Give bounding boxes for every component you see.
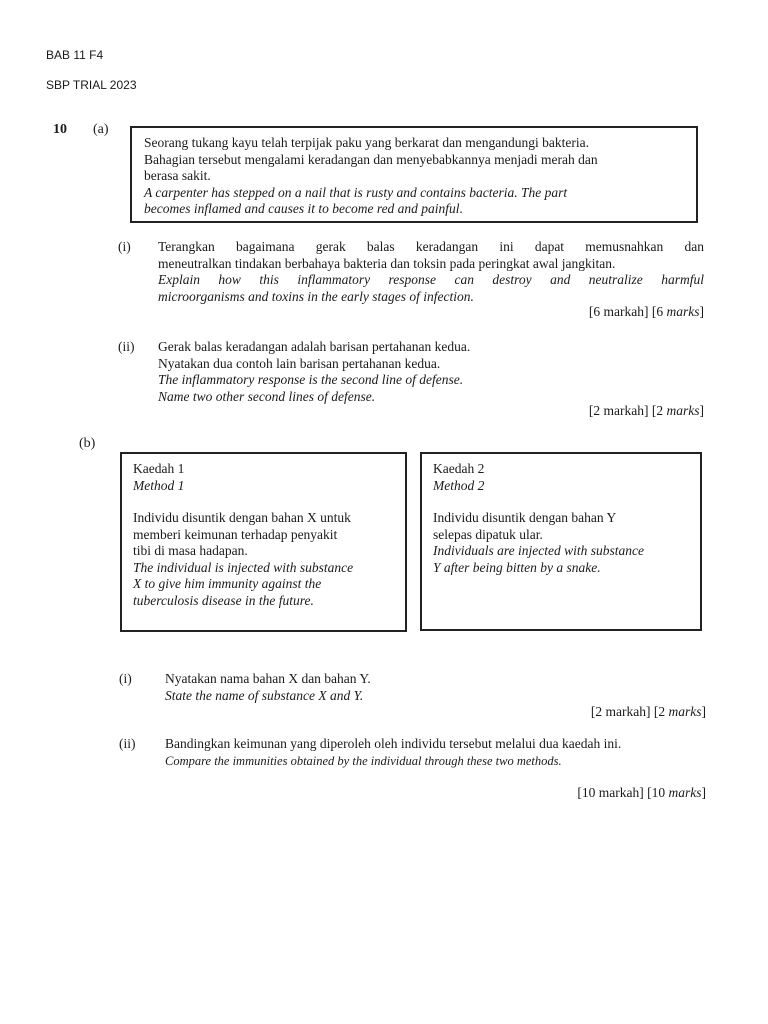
method-1-title: Kaedah 1 bbox=[133, 461, 185, 476]
method-ms-line: tibi di masa hadapan. bbox=[133, 543, 248, 558]
part-b-i-text bbox=[165, 671, 705, 704]
marks-en-word: marks bbox=[666, 304, 700, 319]
exam-label: SBP TRIAL 2023 bbox=[46, 78, 137, 92]
scenario-box bbox=[130, 126, 698, 223]
marks-ms: [10 markah] bbox=[577, 785, 644, 800]
question-ms-line: meneutralkan tindakan berbahaya bakteria dan toksin pada peringkat awal jangkitan. bbox=[158, 255, 616, 271]
marks-a-i bbox=[589, 304, 704, 321]
marks-en-word: marks bbox=[668, 704, 702, 719]
method-en-line: X to give him immunity against the bbox=[133, 576, 322, 591]
method-ms-line: Individu disuntik dengan bahan X untuk bbox=[133, 510, 351, 525]
scenario-ms-line: berasa sakit. bbox=[144, 168, 211, 183]
marks-en-num: [2 bbox=[651, 403, 664, 418]
part-a-label: (a) bbox=[93, 122, 109, 137]
question-en-line: Compare the immunities obtained by the individual through these two methods. bbox=[165, 753, 562, 768]
scenario-ms-line: Bahagian tersebut mengalami keradangan dan menyebabkannya menjadi merah dan bbox=[144, 151, 598, 167]
part-a-i-label: (i) bbox=[118, 239, 131, 254]
question-en-line: Name two other second lines of defense. bbox=[158, 388, 376, 404]
question-ms-line: Terangkan bagaimana gerak balas keradangan ini dapat memusnahkan dan bbox=[158, 239, 704, 254]
scenario-ms-line: Seorang tukang kayu telah terpijak paku yang berkarat dan mengandungi bakteria. bbox=[144, 135, 589, 150]
marks-ms: [6 markah] bbox=[588, 304, 649, 319]
marks-en-num: [10 bbox=[647, 785, 666, 800]
method-en-line: tuberculosis disease in the future. bbox=[133, 592, 314, 608]
marks-a-ii bbox=[589, 403, 704, 420]
marks-en-word: marks bbox=[666, 403, 700, 418]
part-b-label: (b) bbox=[79, 436, 96, 451]
marks-b-i bbox=[591, 704, 706, 721]
marks-ms: [2 markah] bbox=[588, 403, 649, 418]
part-a-ii-text bbox=[158, 339, 704, 405]
question-ms-line: Nyatakan dua contoh lain barisan pertahanan kedua. bbox=[158, 355, 441, 371]
question-en-line: microorganisms and toxins in the early stages of infection. bbox=[158, 288, 474, 304]
method-ms-line: Individu disuntik dengan bahan Y bbox=[433, 510, 617, 525]
chapter-label: BAB 11 F4 bbox=[46, 48, 104, 62]
question-ms-line: Bandingkan keimunan yang diperoleh oleh individu tersebut melalui dua kaedah ini. bbox=[165, 736, 622, 751]
question-number: 10 bbox=[53, 122, 67, 137]
marks-ms: [2 markah] bbox=[590, 704, 651, 719]
marks-en-num: [6 bbox=[651, 304, 664, 319]
question-ms-line: Nyatakan nama bahan X dan bahan Y. bbox=[165, 671, 371, 686]
method-2-title: Kaedah 2 bbox=[433, 461, 485, 476]
scenario-en-line: A carpenter has stepped on a nail that is rusty and contains bacteria. The part bbox=[144, 184, 568, 200]
method-ms-line: memberi keimunan terhadap penyakit bbox=[133, 526, 338, 542]
method-1-box bbox=[120, 452, 407, 632]
marks-en-num: [2 bbox=[653, 704, 666, 719]
method-1-title-en: Method 1 bbox=[133, 477, 185, 493]
method-2-title-en: Method 2 bbox=[433, 477, 485, 493]
method-2-box bbox=[420, 452, 702, 631]
marks-en-close: ] bbox=[699, 403, 704, 418]
method-ms-line: selepas dipatuk ular. bbox=[433, 526, 543, 542]
part-b-ii-label: (ii) bbox=[119, 736, 136, 751]
method-en-line: The individual is injected with substance bbox=[133, 559, 354, 575]
question-ms-line: Gerak balas keradangan adalah barisan pertahanan kedua. bbox=[158, 339, 471, 354]
part-a-i-text bbox=[158, 239, 704, 305]
marks-en-close: ] bbox=[701, 785, 706, 800]
part-a-ii-label: (ii) bbox=[118, 339, 135, 354]
method-en-line: Individuals are injected with substance bbox=[433, 543, 644, 558]
question-en-line: The inflammatory response is the second line of defense. bbox=[158, 372, 464, 387]
part-b-ii-text bbox=[165, 736, 710, 769]
part-b-i-label: (i) bbox=[119, 671, 132, 686]
marks-en-close: ] bbox=[701, 704, 706, 719]
marks-en-word: marks bbox=[668, 785, 702, 800]
marks-en-close: ] bbox=[699, 304, 704, 319]
marks-b-ii bbox=[577, 785, 706, 802]
question-en-line: State the name of substance X and Y. bbox=[165, 687, 364, 703]
method-en-line: Y after being bitten by a snake. bbox=[433, 559, 601, 575]
scenario-en-line: becomes inflamed and causes it to become red and painful. bbox=[144, 201, 463, 216]
question-en-line: Explain how this inflammatory response can destroy and neutralize harmful bbox=[158, 272, 704, 287]
